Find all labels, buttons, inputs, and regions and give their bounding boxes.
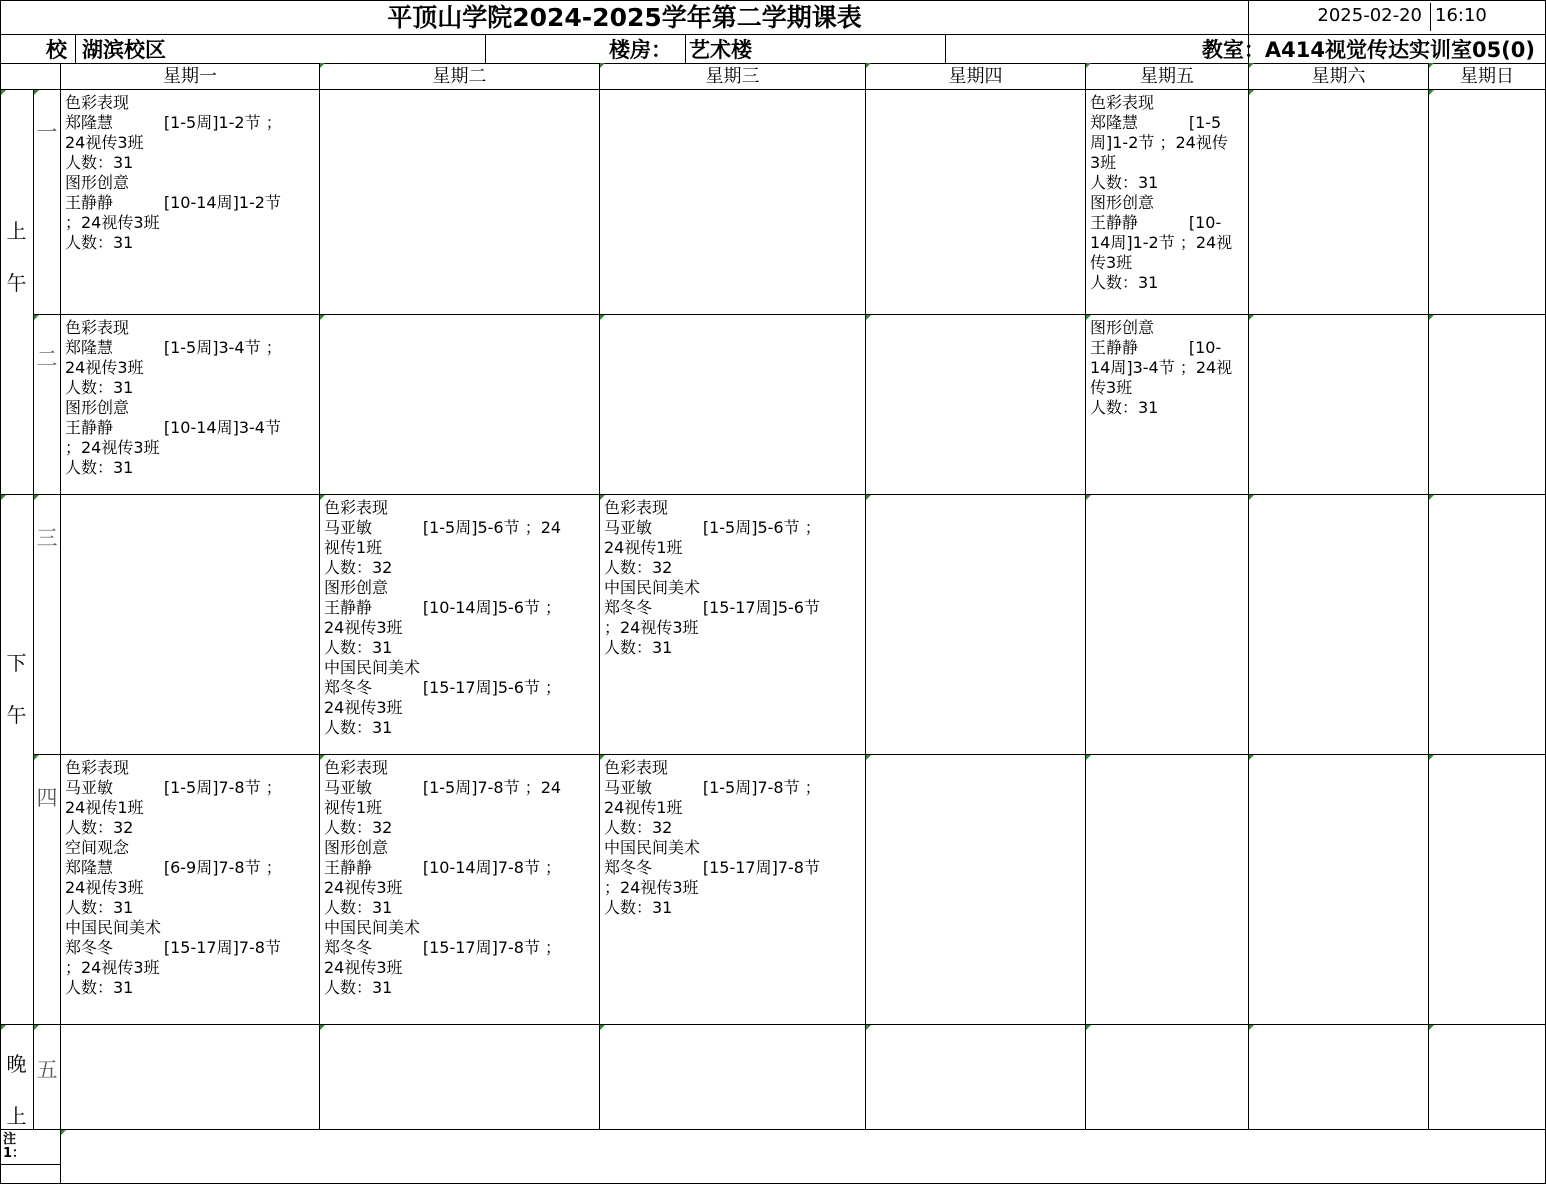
course-name: 图形创意: [1090, 193, 1155, 212]
course-entry: [324, 838, 599, 918]
course-name: 中国民间美术: [604, 578, 701, 597]
grid-line: [0, 0, 1, 1184]
print-date: 2025-02-20: [1317, 5, 1422, 26]
cell-corner-mark: [1, 1025, 6, 1030]
grid-line: [0, 0, 1545, 1]
course-entry: [65, 173, 319, 253]
course-entry: [65, 318, 319, 398]
half-afternoon-2: 午: [6, 703, 27, 727]
grid-line: [865, 63, 866, 1129]
day-header-wed: 星期三: [705, 66, 760, 87]
cell-corner-mark: [1429, 1025, 1434, 1030]
course-name: 色彩表现: [324, 498, 389, 517]
day-header-mon: 星期一: [163, 66, 217, 87]
cell-corner-mark: [34, 1025, 39, 1030]
course-name: 中国民间美术: [324, 918, 421, 937]
grid-line: [1430, 3, 1431, 31]
course-entry: [324, 498, 599, 578]
course-detail: 人数：32: [65, 818, 134, 837]
page-title: 平顶山学院2024-2025学年第二学期课表: [387, 3, 862, 32]
half-evening-1: 晚: [6, 1052, 27, 1076]
cell-corner-mark: [61, 1130, 66, 1135]
course-detail: 马亚敏 [1-5周]5-6节 ；24: [324, 518, 562, 537]
cell-corner-mark: [34, 315, 39, 320]
course-detail: 24视传3班: [324, 958, 403, 977]
course-detail: 24视传1班: [604, 538, 683, 557]
cell-corner-mark: [1086, 1025, 1091, 1030]
course-detail: ；24视传3班: [604, 878, 699, 897]
half-afternoon-1: 下: [6, 651, 27, 675]
grid-line: [60, 1129, 61, 1184]
cell-corner-mark: [1249, 755, 1254, 760]
grid-line: [685, 34, 686, 63]
grid-line: [0, 1129, 1545, 1130]
building-label: 楼房：: [609, 38, 672, 62]
course-detail: ；24视传3班: [65, 213, 160, 232]
cell-p1-mon: [61, 91, 319, 314]
course-detail: 24视传3班: [65, 133, 144, 152]
grid-line: [0, 63, 1545, 64]
course-name: 图形创意: [324, 578, 389, 597]
cell-corner-mark: [1249, 90, 1254, 95]
note-label: 注 1：: [3, 1132, 26, 1161]
cell-p1-fri: [1086, 91, 1248, 314]
course-detail: 王静静 [10-14周]5-6节 ；: [324, 598, 562, 617]
cell-p4-wed: [600, 756, 865, 1024]
course-detail: 人数：31: [604, 638, 673, 657]
course-entry: [65, 758, 319, 838]
cell-corner-mark: [1429, 495, 1434, 500]
course-detail: 郑冬冬 [15-17周]7-8节: [604, 858, 820, 877]
cell-p4-tue: [320, 756, 599, 1024]
course-detail: 马亚敏 [1-5周]5-6节 ；: [604, 518, 821, 537]
course-detail: 王静静 [10-14周]3-4节: [65, 418, 281, 437]
course-detail: 24视传1班: [604, 798, 683, 817]
cell-corner-mark: [1086, 755, 1091, 760]
course-detail: 人数：31: [324, 898, 393, 917]
course-detail: 人数：32: [604, 558, 673, 577]
cell-corner-mark: [1, 495, 6, 500]
period-4: 四: [36, 786, 58, 810]
course-name: 色彩表现: [1090, 93, 1155, 112]
course-detail: 马亚敏 [1-5周]7-8节 ；: [604, 778, 821, 797]
course-detail: 24视传3班: [65, 878, 144, 897]
cell-corner-mark: [320, 755, 325, 760]
course-name: 空间观念: [65, 838, 130, 857]
period-3: 三: [36, 526, 58, 550]
period-5: 五: [36, 1058, 58, 1082]
course-detail: 郑冬冬 [15-17周]7-8节: [65, 938, 281, 957]
cell-corner-mark: [1249, 495, 1254, 500]
cell-corner-mark: [866, 63, 871, 68]
course-detail: 人数：31: [1090, 173, 1159, 192]
cell-corner-mark: [1, 90, 6, 95]
cell-corner-mark: [866, 495, 871, 500]
course-entry: [65, 93, 319, 173]
course-detail: 14周]3-4节 ；24视: [1090, 358, 1233, 377]
day-header-tue: 星期二: [432, 66, 487, 87]
cell-corner-mark: [320, 315, 325, 320]
course-detail: 24视传3班: [65, 358, 144, 377]
cell-corner-mark: [1429, 755, 1434, 760]
course-detail: 郑隆慧 [1-5: [1090, 113, 1222, 132]
day-header-thu: 星期四: [948, 66, 1003, 87]
cell-p3-tue: [320, 496, 599, 754]
course-detail: 14周]1-2节 ；24视: [1090, 233, 1233, 252]
building-value: 艺术楼: [689, 38, 752, 62]
cell-corner-mark: [1249, 315, 1254, 320]
course-detail: 郑冬冬 [15-17周]5-6节: [604, 598, 820, 617]
grid-line: [945, 34, 946, 63]
cell-corner-mark: [600, 755, 605, 760]
grid-line: [1428, 63, 1429, 1129]
print-time: 16:10: [1435, 5, 1487, 26]
course-detail: 郑隆慧 [1-5周]1-2节 ；: [65, 113, 282, 132]
course-detail: 人数：32: [604, 818, 673, 837]
cell-corner-mark: [600, 315, 605, 320]
grid-line: [0, 1164, 60, 1165]
course-entry: [604, 838, 865, 918]
grid-line: [60, 63, 61, 1129]
course-detail: 人数：31: [324, 718, 393, 737]
course-detail: 周]1-2节 ；24视传: [1090, 133, 1228, 152]
course-detail: ；24视传3班: [65, 438, 160, 457]
course-entry: [65, 838, 319, 918]
course-detail: 人数：31: [1090, 273, 1159, 292]
course-detail: ；24视传3班: [65, 958, 160, 977]
grid-line: [599, 63, 600, 1129]
course-detail: 王静静 [10-: [1090, 338, 1222, 357]
course-entry: [324, 578, 599, 658]
course-detail: 马亚敏 [1-5周]7-8节 ；24: [324, 778, 562, 797]
cell-corner-mark: [320, 1025, 325, 1030]
grid-line: [485, 34, 486, 63]
course-entry: [65, 918, 319, 998]
grid-line: [0, 1024, 1545, 1025]
course-detail: 人数：31: [604, 898, 673, 917]
course-entry: [604, 578, 865, 658]
half-morning-1: 上: [6, 219, 27, 243]
day-header-sat: 星期六: [1311, 66, 1366, 87]
cell-corner-mark: [600, 1025, 605, 1030]
grid-line: [0, 34, 1545, 35]
course-name: 中国民间美术: [324, 658, 421, 677]
course-detail: 传3班: [1090, 253, 1133, 272]
course-detail: 传3班: [1090, 378, 1133, 397]
course-detail: 24视传3班: [324, 698, 403, 717]
course-entry: [1090, 93, 1248, 193]
cell-corner-mark: [1086, 63, 1091, 68]
grid-line: [0, 89, 1545, 90]
cell-corner-mark: [34, 755, 39, 760]
grid-line: [33, 89, 34, 1129]
room-name: 教室：A414视觉传达实训室05(0): [1201, 38, 1535, 62]
course-detail: 视传1班: [324, 538, 383, 557]
grid-line: [33, 754, 1545, 755]
cell-corner-mark: [866, 1025, 871, 1030]
course-detail: 王静静 [10-: [1090, 213, 1222, 232]
course-detail: 24视传1班: [65, 798, 144, 817]
course-detail: ；24视传3班: [604, 618, 699, 637]
course-name: 色彩表现: [65, 318, 130, 337]
course-name: 色彩表现: [65, 758, 130, 777]
course-detail: 人数：31: [324, 978, 393, 997]
course-entry: [324, 918, 599, 998]
course-entry: [604, 498, 865, 578]
course-detail: 人数：32: [324, 818, 393, 837]
course-entry: [1090, 318, 1248, 418]
day-header-sun: 星期日: [1460, 66, 1514, 87]
course-name: 中国民间美术: [604, 838, 701, 857]
course-entry: [324, 758, 599, 838]
half-morning-2: 午: [6, 271, 27, 295]
cell-corner-mark: [34, 495, 39, 500]
course-name: 色彩表现: [65, 93, 130, 112]
course-detail: 24视传3班: [324, 618, 403, 637]
course-detail: 人数：31: [65, 378, 134, 397]
course-detail: 郑冬冬 [15-17周]7-8节 ；: [324, 938, 562, 957]
course-name: 中国民间美术: [65, 918, 162, 937]
course-name: 图形创意: [1090, 318, 1155, 337]
grid-line: [1248, 63, 1249, 1129]
course-entry: [324, 658, 599, 738]
course-detail: 郑隆慧 [1-5周]3-4节 ；: [65, 338, 282, 357]
course-detail: 3班: [1090, 153, 1117, 172]
course-name: 图形创意: [324, 838, 389, 857]
cell-corner-mark: [1429, 315, 1434, 320]
cell-corner-mark: [1249, 63, 1254, 68]
grid-line: [75, 34, 76, 63]
day-header-fri: 星期五: [1140, 66, 1194, 87]
course-name: 图形创意: [65, 173, 130, 192]
course-entry: [65, 398, 319, 478]
cell-corner-mark: [1429, 63, 1434, 68]
course-detail: 人数：31: [65, 233, 134, 252]
cell-corner-mark: [866, 755, 871, 760]
cell-corner-mark: [1429, 90, 1434, 95]
course-detail: 人数：31: [65, 153, 134, 172]
course-entry: [1090, 193, 1248, 293]
grid-line: [0, 494, 1545, 495]
course-name: 图形创意: [65, 398, 130, 417]
cell-corner-mark: [600, 63, 605, 68]
course-detail: 人数：31: [324, 638, 393, 657]
grid-line: [1248, 0, 1249, 63]
cell-corner-mark: [866, 315, 871, 320]
course-detail: 人数：31: [65, 978, 134, 997]
course-name: 色彩表现: [324, 758, 389, 777]
cell-corner-mark: [320, 495, 325, 500]
course-detail: 人数：31: [65, 898, 134, 917]
cell-corner-mark: [600, 495, 605, 500]
campus-value: 湖滨校区: [82, 38, 166, 62]
course-name: 色彩表现: [604, 498, 669, 517]
cell-p2-fri: [1086, 316, 1248, 494]
cell-p4-mon: [61, 756, 319, 1024]
course-entry: [604, 758, 865, 838]
course-detail: 视传1班: [324, 798, 383, 817]
course-detail: 人数：32: [324, 558, 393, 577]
course-detail: 郑隆慧 [6-9周]7-8节 ；: [65, 858, 282, 877]
period-1: 一: [36, 120, 58, 144]
course-detail: 人数：31: [65, 458, 134, 477]
course-detail: 王静静 [10-14周]1-2节: [65, 193, 281, 212]
course-detail: 马亚敏 [1-5周]7-8节 ；: [65, 778, 282, 797]
cell-p2-mon: [61, 316, 319, 494]
course-detail: 人数：31: [1090, 398, 1159, 417]
cell-corner-mark: [1249, 1025, 1254, 1030]
cell-corner-mark: [34, 90, 39, 95]
grid-line: [1085, 63, 1086, 1129]
course-detail: 郑冬冬 [15-17周]5-6节 ；: [324, 678, 562, 697]
course-detail: 王静静 [10-14周]7-8节 ；: [324, 858, 562, 877]
campus-label: 校: [46, 38, 67, 62]
cell-corner-mark: [1086, 495, 1091, 500]
period-2: 二: [36, 347, 58, 371]
course-detail: 24视传3班: [324, 878, 403, 897]
cell-p3-wed: [600, 496, 865, 754]
grid-line: [319, 63, 320, 1129]
grid-line: [33, 314, 1545, 315]
course-name: 色彩表现: [604, 758, 669, 777]
half-evening-2: 上: [6, 1104, 27, 1128]
cell-corner-mark: [1086, 315, 1091, 320]
cell-corner-mark: [320, 63, 325, 68]
